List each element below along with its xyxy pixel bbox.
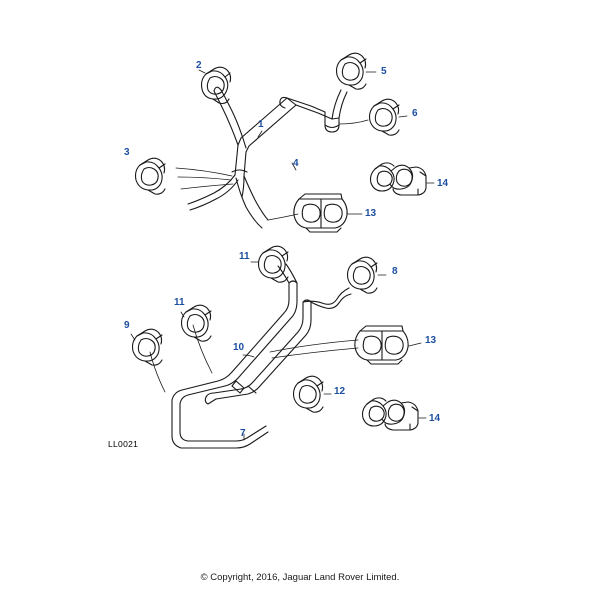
clip-item-9 bbox=[133, 329, 163, 365]
leader-6 bbox=[339, 116, 407, 124]
hose-upper-main bbox=[235, 97, 339, 176]
clip-item-8 bbox=[348, 257, 378, 293]
callout-11-upper: 11 bbox=[239, 251, 250, 262]
clip-item-14-lower bbox=[363, 398, 419, 430]
callout-14-upper: 14 bbox=[437, 178, 449, 189]
callout-14-lower: 14 bbox=[429, 413, 441, 424]
diagram-code: LL0021 bbox=[108, 439, 139, 449]
clip-item-3 bbox=[136, 158, 166, 194]
clip-item-13-upper bbox=[294, 194, 347, 232]
callout-9: 9 bbox=[124, 320, 130, 331]
callout-6: 6 bbox=[412, 108, 418, 119]
clip-item-11a bbox=[259, 246, 289, 282]
callout-7: 7 bbox=[240, 428, 246, 439]
clip-item-5 bbox=[337, 53, 367, 89]
clip-item-2 bbox=[202, 67, 231, 103]
callout-3: 3 bbox=[124, 147, 130, 158]
callout-4: 4 bbox=[293, 158, 299, 169]
callout-10: 10 bbox=[233, 342, 245, 353]
hose-to-clip-5 bbox=[332, 90, 347, 119]
callout-11-lower: 11 bbox=[174, 297, 185, 308]
hose-lower-10 bbox=[205, 300, 311, 404]
callout-1: 1 bbox=[258, 119, 264, 130]
hose-to-clip-8 bbox=[303, 288, 351, 308]
hose-upper-lower-ends bbox=[188, 170, 268, 228]
callout-12: 12 bbox=[334, 386, 346, 397]
callout-8: 8 bbox=[392, 266, 398, 277]
copyright-notice: © Copyright, 2016, Jaguar Land Rover Limited. bbox=[200, 572, 400, 583]
clip-item-14-upper bbox=[371, 163, 427, 195]
callout-13-upper: 13 bbox=[365, 208, 377, 219]
callout-13-lower: 13 bbox=[425, 335, 437, 346]
leader-9 bbox=[131, 334, 135, 340]
leader-13-lower bbox=[409, 343, 421, 346]
callout-5: 5 bbox=[381, 66, 387, 77]
callout-2: 2 bbox=[196, 60, 202, 71]
hose-lower-main-7 bbox=[172, 281, 297, 448]
clip-item-6 bbox=[370, 99, 400, 135]
clip-item-13-lower bbox=[355, 326, 408, 364]
clip-item-12 bbox=[294, 376, 324, 412]
